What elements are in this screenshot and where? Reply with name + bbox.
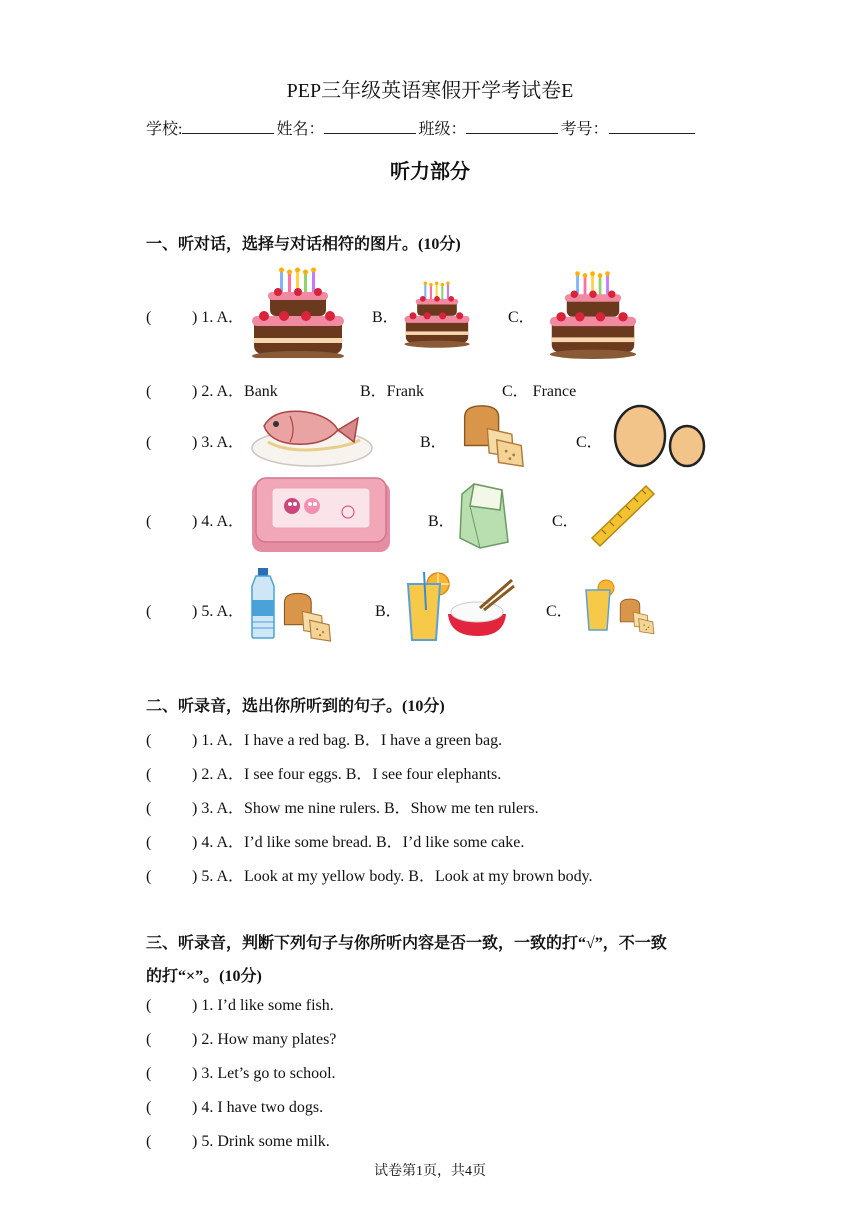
answer-paren[interactable]: (	[146, 1133, 152, 1150]
answer-paren[interactable]: (	[146, 1065, 152, 1082]
answer-paren[interactable]: (	[146, 868, 152, 885]
school-label: 学校:	[146, 121, 183, 138]
answer-paren[interactable]: (	[146, 513, 152, 530]
s1-q1: ( ) 1. A．	[146, 309, 245, 326]
s1-q5-option-c: C．	[546, 603, 573, 620]
section-3-heading-line1: 三、听录音，判断下列句子与你所听内容是否一致，一致的打“√”，不一致	[146, 935, 667, 952]
school-blank[interactable]	[182, 116, 274, 134]
cake-icon	[250, 266, 346, 358]
s3-q3: ( ) 3. Let’s go to school.	[146, 1065, 336, 1082]
s2-q4: ( ) 4. A．I’d like some bread. B．I’d like some cake.	[146, 834, 525, 851]
answer-paren[interactable]: (	[146, 1031, 152, 1048]
water-bottle-icon	[248, 566, 278, 640]
name-label: 姓名：	[276, 121, 325, 138]
section-3-heading-line2: 的打“×”。(10分)	[146, 968, 262, 985]
fish-plate-icon	[250, 402, 374, 468]
s2-q3: ( ) 3. A．Show me nine rulers. B．Show me ten rulers.	[146, 800, 539, 817]
s1-q3-option-b: B．	[420, 434, 447, 451]
page-title: PEP三年级英语寒假开学考试卷E	[286, 80, 574, 102]
s3-q5: ( ) 5. Drink some milk.	[146, 1133, 330, 1150]
s1-q4: ( ) 4. A．	[146, 513, 245, 530]
exam-no-label: 考号：	[560, 121, 609, 138]
answer-paren[interactable]: (	[146, 834, 152, 851]
s3-q1: ( ) 1. I’d like some fish.	[146, 997, 334, 1014]
eraser-icon	[456, 480, 512, 552]
s1-q5-option-b: B．	[375, 603, 402, 620]
juice-and-rice-icon	[404, 570, 516, 642]
section-2-heading: 二、听录音，选出你所听到的句子。(10分)	[146, 698, 445, 715]
s1-q2-option-c: C． France	[502, 383, 577, 400]
pencil-box-icon	[250, 476, 392, 554]
s1-q4-option-b: B．	[428, 513, 455, 530]
s3-q2: ( ) 2. How many plates?	[146, 1031, 337, 1048]
class-label: 班级：	[418, 121, 467, 138]
answer-paren[interactable]: (	[146, 800, 152, 817]
s1-q5: ( ) 5. A．	[146, 603, 245, 620]
s2-q5: ( ) 5. A．Look at my yellow body. B．Look at my brown body.	[146, 868, 593, 885]
answer-paren[interactable]: (	[146, 1099, 152, 1116]
ruler-icon	[588, 484, 658, 548]
s1-q1-option-b: B．	[372, 309, 399, 326]
name-blank[interactable]	[324, 116, 416, 134]
student-info-line	[146, 116, 697, 139]
bread-icon	[614, 598, 658, 636]
s1-q1-option-c: C．	[508, 309, 535, 326]
answer-paren[interactable]: (	[146, 603, 152, 620]
section-1-heading: 一、听对话，选择与对话相符的图片。(10分)	[146, 236, 461, 253]
class-blank[interactable]	[466, 116, 558, 134]
s1-q2-option-b: B．Frank	[360, 383, 425, 400]
s2-q1: ( ) 1. A．I have a red bag. B．I have a green bag.	[146, 732, 503, 749]
answer-paren[interactable]: (	[146, 383, 152, 400]
s1-q3-option-c: C．	[576, 434, 603, 451]
s1-q4-option-c: C．	[552, 513, 579, 530]
page-footer: 试卷第1页，共4页	[374, 1164, 486, 1179]
exam-no-blank[interactable]	[609, 116, 695, 134]
bread-icon	[452, 404, 532, 470]
s3-q4: ( ) 4. I have two dogs.	[146, 1099, 324, 1116]
small-cake-icon	[403, 278, 471, 348]
cake-icon	[548, 264, 638, 362]
s1-q3: ( ) 3. A．	[146, 434, 245, 451]
answer-paren[interactable]: (	[146, 997, 152, 1014]
answer-paren[interactable]: (	[146, 309, 152, 326]
listening-section-title: 听力部分	[390, 161, 470, 183]
answer-paren[interactable]: (	[146, 766, 152, 783]
answer-paren[interactable]: (	[146, 732, 152, 749]
eggs-icon	[612, 404, 708, 468]
bread-icon	[276, 592, 336, 644]
s2-q2: ( ) 2. A．I see four eggs. B．I see four elephants.	[146, 766, 502, 783]
answer-paren[interactable]: (	[146, 434, 152, 451]
s1-q2: ( ) 2. A．Bank	[146, 383, 278, 400]
